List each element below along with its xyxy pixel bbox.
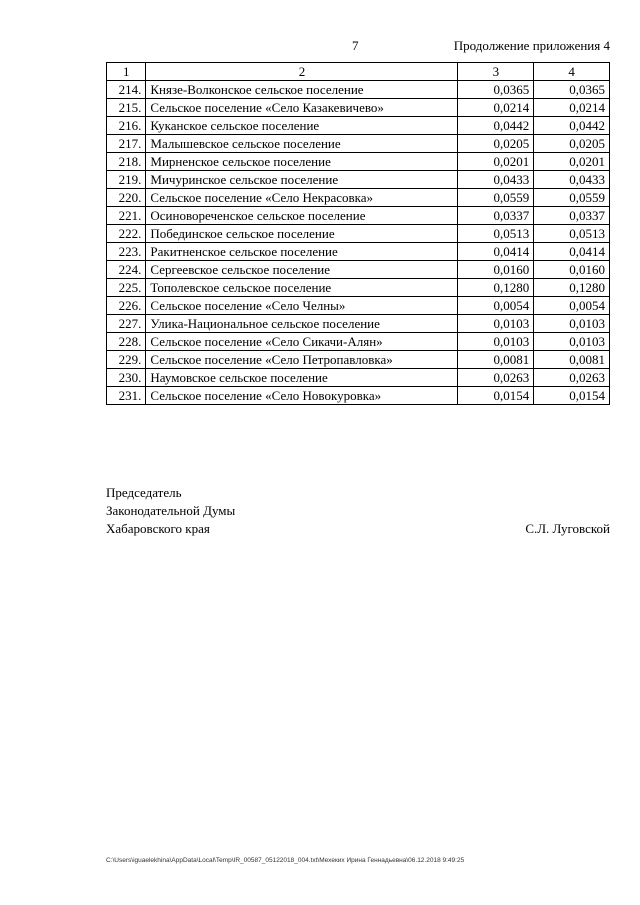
row-number: 221. (107, 207, 146, 225)
value-column-3: 0,0154 (458, 387, 534, 405)
value-column-3: 0,0201 (458, 153, 534, 171)
settlement-name: Мирненское сельское поселение (146, 153, 458, 171)
table-row (107, 279, 610, 297)
row-number: 216. (107, 117, 146, 135)
signature-organization: Законодательной Думы (106, 503, 236, 518)
row-number: 224. (107, 261, 146, 279)
row-number: 222. (107, 225, 146, 243)
settlement-name: Сельское поселение «Село Сикачи-Алян» (146, 333, 458, 351)
value-column-3: 0,0263 (458, 369, 534, 387)
row-number: 217. (107, 135, 146, 153)
value-column-3: 0,0442 (458, 117, 534, 135)
table-row (107, 369, 610, 387)
settlement-name: Осиновореченское сельское поселение (146, 207, 458, 225)
value-column-3: 0,0081 (458, 351, 534, 369)
signer-name: С.Л. Луговской (525, 521, 610, 536)
value-column-4: 0,0205 (534, 135, 610, 153)
table-row (107, 135, 610, 153)
value-column-3: 0,0205 (458, 135, 534, 153)
table-row (107, 225, 610, 243)
allocation-table (106, 62, 610, 405)
value-column-4: 0,0433 (534, 171, 610, 189)
value-column-3: 0,0103 (458, 315, 534, 333)
value-column-4: 0,0081 (534, 351, 610, 369)
table-row (107, 99, 610, 117)
row-number: 215. (107, 99, 146, 117)
settlement-name: Сельское поселение «Село Челны» (146, 297, 458, 315)
value-column-4: 0,0103 (534, 315, 610, 333)
value-column-4: 0,0103 (534, 333, 610, 351)
value-column-4: 0,0201 (534, 153, 610, 171)
signature-block (106, 484, 235, 538)
settlement-name: Князе-Волконское сельское поселение (146, 81, 458, 99)
row-number: 214. (107, 81, 146, 99)
column-header: 3 (458, 63, 534, 81)
signature-region: Хабаровского края (106, 521, 210, 536)
value-column-4: 0,0414 (534, 243, 610, 261)
row-number: 225. (107, 279, 146, 297)
column-header: 1 (107, 63, 146, 81)
value-column-3: 0,0513 (458, 225, 534, 243)
table-row (107, 315, 610, 333)
value-column-4: 0,0442 (534, 117, 610, 135)
table-row (107, 243, 610, 261)
column-header: 4 (534, 63, 610, 81)
value-column-4: 0,0337 (534, 207, 610, 225)
value-column-3: 0,0337 (458, 207, 534, 225)
settlement-name: Сельское поселение «Село Петропавловка» (146, 351, 458, 369)
row-number: 226. (107, 297, 146, 315)
settlement-name: Сельское поселение «Село Казакевичево» (146, 99, 458, 117)
value-column-3: 0,0214 (458, 99, 534, 117)
row-number: 218. (107, 153, 146, 171)
value-column-3: 0,1280 (458, 279, 534, 297)
signature-position: Председатель (106, 485, 182, 500)
table-row (107, 189, 610, 207)
footer-file-path: C:\Users\iguaelekhina\AppData\Local\Temp\IR_00587_05122018_004.txt\Мехеких Ирина Геннадьевна\06.12.2018 9:49:25 (106, 857, 465, 864)
continuation-title: Продолжение приложения 4 (453, 38, 610, 53)
value-column-4: 0,0513 (534, 225, 610, 243)
table-row (107, 207, 610, 225)
value-column-3: 0,0103 (458, 333, 534, 351)
value-column-3: 0,0559 (458, 189, 534, 207)
table-body (107, 81, 610, 405)
row-number: 219. (107, 171, 146, 189)
settlement-name: Сельское поселение «Село Новокуровка» (146, 387, 458, 405)
row-number: 229. (107, 351, 146, 369)
row-number: 228. (107, 333, 146, 351)
table-row (107, 117, 610, 135)
page-number: 7 (352, 38, 359, 53)
value-column-4: 0,0365 (534, 81, 610, 99)
value-column-3: 0,0365 (458, 81, 534, 99)
settlement-name: Побединское сельское поселение (146, 225, 458, 243)
settlement-name: Тополевское сельское поселение (146, 279, 458, 297)
table-row (107, 333, 610, 351)
value-column-4: 0,0214 (534, 99, 610, 117)
row-number: 223. (107, 243, 146, 261)
value-column-3: 0,0054 (458, 297, 534, 315)
table-row (107, 261, 610, 279)
row-number: 231. (107, 387, 146, 405)
table-header-row (107, 63, 610, 81)
value-column-4: 0,0263 (534, 369, 610, 387)
settlement-name: Улика-Национальное сельское поселение (146, 315, 458, 333)
settlement-name: Наумовское сельское поселение (146, 369, 458, 387)
value-column-4: 0,0054 (534, 297, 610, 315)
value-column-4: 0,0154 (534, 387, 610, 405)
row-number: 227. (107, 315, 146, 333)
value-column-4: 0,1280 (534, 279, 610, 297)
settlement-name: Ракитненское сельское поселение (146, 243, 458, 261)
settlement-name: Сергеевское сельское поселение (146, 261, 458, 279)
table-row (107, 171, 610, 189)
value-column-4: 0,0160 (534, 261, 610, 279)
table-row (107, 351, 610, 369)
table-row (107, 387, 610, 405)
row-number: 230. (107, 369, 146, 387)
value-column-3: 0,0433 (458, 171, 534, 189)
settlement-name: Сельское поселение «Село Некрасовка» (146, 189, 458, 207)
settlement-name: Куканское сельское поселение (146, 117, 458, 135)
settlement-name: Малышевское сельское поселение (146, 135, 458, 153)
table-row (107, 297, 610, 315)
value-column-4: 0,0559 (534, 189, 610, 207)
value-column-3: 0,0414 (458, 243, 534, 261)
table-row (107, 153, 610, 171)
settlement-name: Мичуринское сельское поселение (146, 171, 458, 189)
value-column-3: 0,0160 (458, 261, 534, 279)
table-row (107, 81, 610, 99)
row-number: 220. (107, 189, 146, 207)
column-header: 2 (146, 63, 458, 81)
